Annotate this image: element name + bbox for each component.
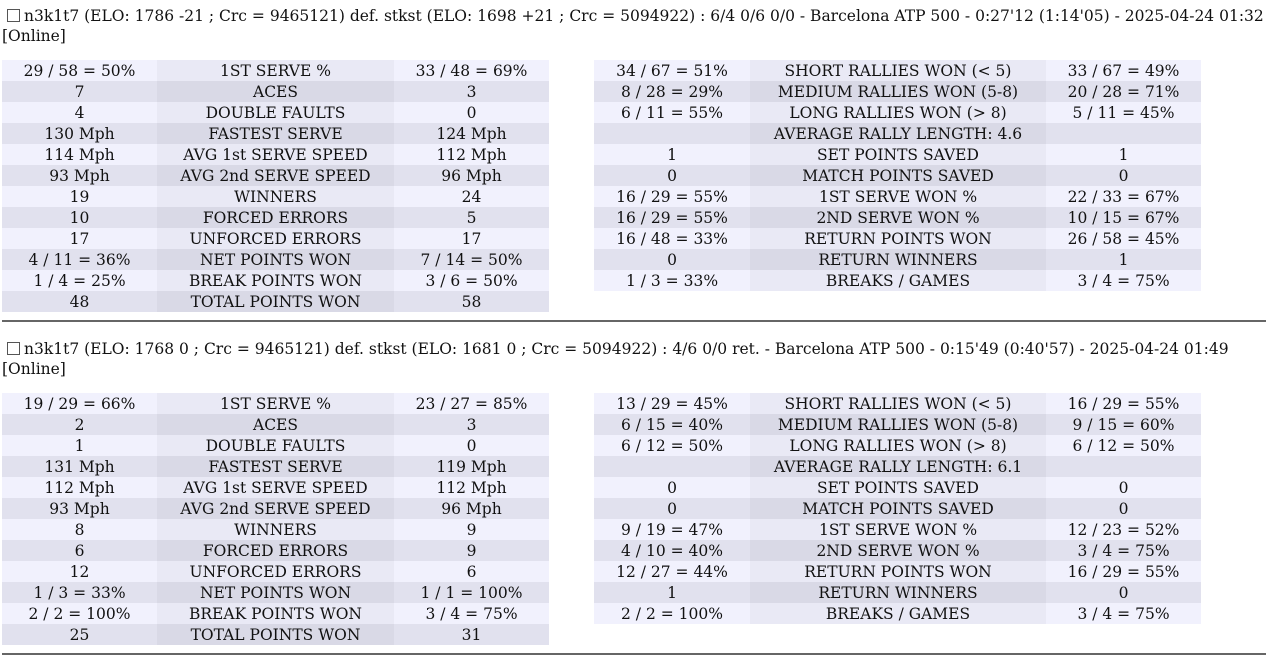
stat-name: LONG RALLIES WON (> 8): [750, 102, 1046, 123]
stat-name: BREAK POINTS WON: [157, 603, 394, 624]
stat-name: ACES: [157, 414, 394, 435]
stat-name: TOTAL POINTS WON: [157, 624, 394, 645]
stat-row: [2, 435, 549, 456]
stat-name: UNFORCED ERRORS: [157, 561, 394, 582]
player1-value: 1: [594, 144, 750, 165]
player2-value: 9: [394, 519, 549, 540]
stat-row: [594, 228, 1201, 249]
player2-value: 1: [1046, 249, 1201, 270]
player2-value: 3 / 4 = 75%: [1046, 603, 1201, 624]
stat-row: [2, 519, 549, 540]
player2-value: 0: [394, 435, 549, 456]
player1-value: 114 Mph: [2, 144, 157, 165]
serve-stats-body: [2, 393, 549, 645]
player1-value: 2 / 2 = 100%: [594, 603, 750, 624]
player1-value: 131 Mph: [2, 456, 157, 477]
stat-row: [2, 561, 549, 582]
player2-value: 16 / 29 = 55%: [1046, 561, 1201, 582]
serve-stats-body: [2, 60, 549, 312]
stat-row: [594, 81, 1201, 102]
player2-value: 0: [1046, 165, 1201, 186]
player2-value: [1046, 456, 1201, 477]
player1-value: 130 Mph: [2, 123, 157, 144]
stat-row: [594, 270, 1201, 291]
stat-name: UNFORCED ERRORS: [157, 228, 394, 249]
stat-row: [2, 228, 549, 249]
player1-value: 93 Mph: [2, 165, 157, 186]
player2-value: 31: [394, 624, 549, 645]
stat-row: [2, 186, 549, 207]
stat-row: [594, 540, 1201, 561]
stat-row: [594, 435, 1201, 456]
stat-row: [594, 477, 1201, 498]
player2-value: 24: [394, 186, 549, 207]
player2-value: 5 / 11 = 45%: [1046, 102, 1201, 123]
player2-value: 124 Mph: [394, 123, 549, 144]
stat-name: FASTEST SERVE: [157, 456, 394, 477]
stat-row: [2, 498, 549, 519]
stat-row: [594, 561, 1201, 582]
player1-value: 10: [2, 207, 157, 228]
player1-value: 1 / 3 = 33%: [594, 270, 750, 291]
player2-value: 22 / 33 = 67%: [1046, 186, 1201, 207]
stat-row: [594, 165, 1201, 186]
player2-value: 12 / 23 = 52%: [1046, 519, 1201, 540]
stat-row: [2, 477, 549, 498]
stat-row: [2, 207, 549, 228]
stat-row: [2, 414, 549, 435]
player1-value: 0: [594, 498, 750, 519]
stat-name: BREAKS / GAMES: [750, 603, 1046, 624]
player2-value: 119 Mph: [394, 456, 549, 477]
player1-value: 8 / 28 = 29%: [594, 81, 750, 102]
player1-value: 16 / 29 = 55%: [594, 186, 750, 207]
stat-row: [594, 456, 1201, 477]
player2-value: 33 / 67 = 49%: [1046, 60, 1201, 81]
player2-value: 3 / 4 = 75%: [1046, 270, 1201, 291]
stat-name: WINNERS: [157, 519, 394, 540]
match-header-text: n3k1t7 (ELO: 1768 0 ; Crc = 9465121) def. stkst (ELO: 1681 0 ; Crc = 5094922) : 4/6 0/0 ret. - Barcelona ATP 500 - 0:15'49 (0:40'57) - 2025-04-24 01:49 [Online]: [2, 340, 1229, 378]
player1-value: 6 / 12 = 50%: [594, 435, 750, 456]
player2-value: 96 Mph: [394, 498, 549, 519]
player2-value: 9 / 15 = 60%: [1046, 414, 1201, 435]
player1-value: 1 / 4 = 25%: [2, 270, 157, 291]
stat-name: ACES: [157, 81, 394, 102]
player1-value: 13 / 29 = 45%: [594, 393, 750, 414]
stat-row: [594, 393, 1201, 414]
stat-name: MATCH POINTS SAVED: [750, 498, 1046, 519]
player1-value: 93 Mph: [2, 498, 157, 519]
serve-stats-table: [2, 60, 549, 312]
player2-value: 0: [1046, 477, 1201, 498]
match-select-checkbox[interactable]: [7, 9, 20, 22]
player2-value: 9: [394, 540, 549, 561]
player2-value: 17: [394, 228, 549, 249]
player2-value: 3 / 4 = 75%: [394, 603, 549, 624]
stat-row: [594, 603, 1201, 624]
stat-name: WINNERS: [157, 186, 394, 207]
player2-value: 6 / 12 = 50%: [1046, 435, 1201, 456]
stat-name: AVG 2nd SERVE SPEED: [157, 165, 394, 186]
stat-name: FORCED ERRORS: [157, 540, 394, 561]
player1-value: 0: [594, 477, 750, 498]
player2-value: 3: [394, 414, 549, 435]
match-separator: [2, 320, 1266, 322]
stat-row: [2, 144, 549, 165]
player1-value: 9 / 19 = 47%: [594, 519, 750, 540]
stat-name: AVG 2nd SERVE SPEED: [157, 498, 394, 519]
stat-row: [594, 414, 1201, 435]
player2-value: 112 Mph: [394, 144, 549, 165]
stat-row: [594, 144, 1201, 165]
stat-row: [594, 123, 1201, 144]
stat-name: SHORT RALLIES WON (< 5): [750, 60, 1046, 81]
stat-row: [594, 498, 1201, 519]
player2-value: 112 Mph: [394, 477, 549, 498]
stat-name: BREAKS / GAMES: [750, 270, 1046, 291]
stat-row: [594, 249, 1201, 270]
stat-name: FORCED ERRORS: [157, 207, 394, 228]
stat-row: [2, 624, 549, 645]
stat-name: AVERAGE RALLY LENGTH: 6.1: [750, 456, 1046, 477]
player2-value: 0: [1046, 582, 1201, 603]
player1-value: 16 / 48 = 33%: [594, 228, 750, 249]
stat-name: RETURN POINTS WON: [750, 561, 1046, 582]
player1-value: 112 Mph: [2, 477, 157, 498]
match-header-text: n3k1t7 (ELO: 1786 -21 ; Crc = 9465121) def. stkst (ELO: 1698 +21 ; Crc = 5094922) : 6/4 0/6 0/0 - Barcelona ATP 500 - 0:27'12 (1:14'05) - 2025-04-24 01:32 [Online]: [2, 7, 1264, 45]
stat-name: DOUBLE FAULTS: [157, 435, 394, 456]
match-select-checkbox[interactable]: [7, 342, 20, 355]
player2-value: 10 / 15 = 67%: [1046, 207, 1201, 228]
player1-value: 0: [594, 165, 750, 186]
stat-name: LONG RALLIES WON (> 8): [750, 435, 1046, 456]
player2-value: [1046, 123, 1201, 144]
player1-value: 19: [2, 186, 157, 207]
player1-value: 1: [594, 582, 750, 603]
player2-value: 26 / 58 = 45%: [1046, 228, 1201, 249]
stat-row: [594, 207, 1201, 228]
player2-value: 3 / 4 = 75%: [1046, 540, 1201, 561]
stat-row: [2, 249, 549, 270]
stat-name: RETURN WINNERS: [750, 582, 1046, 603]
player1-value: 1 / 3 = 33%: [2, 582, 157, 603]
stat-name: SHORT RALLIES WON (< 5): [750, 393, 1046, 414]
stat-row: [594, 519, 1201, 540]
stat-row: [2, 270, 549, 291]
stat-row: [2, 123, 549, 144]
player2-value: 0: [1046, 498, 1201, 519]
stat-name: 2ND SERVE WON %: [750, 207, 1046, 228]
stat-row: [2, 102, 549, 123]
stat-name: SET POINTS SAVED: [750, 144, 1046, 165]
player2-value: 3 / 6 = 50%: [394, 270, 549, 291]
player1-value: 4 / 10 = 40%: [594, 540, 750, 561]
player2-value: 6: [394, 561, 549, 582]
stat-row: [594, 582, 1201, 603]
stat-name: BREAK POINTS WON: [157, 270, 394, 291]
player2-value: 20 / 28 = 71%: [1046, 81, 1201, 102]
stat-name: AVG 1st SERVE SPEED: [157, 477, 394, 498]
player1-value: 0: [594, 249, 750, 270]
player1-value: [594, 123, 750, 144]
stat-name: MEDIUM RALLIES WON (5-8): [750, 81, 1046, 102]
player2-value: 1 / 1 = 100%: [394, 582, 549, 603]
player1-value: 6 / 11 = 55%: [594, 102, 750, 123]
player2-value: 3: [394, 81, 549, 102]
player1-value: 4: [2, 102, 157, 123]
player1-value: 17: [2, 228, 157, 249]
stat-row: [2, 60, 549, 81]
stat-name: RETURN POINTS WON: [750, 228, 1046, 249]
stat-row: [594, 60, 1201, 81]
stat-row: [2, 165, 549, 186]
stat-row: [2, 540, 549, 561]
match-header: [2, 339, 1264, 379]
player1-value: 34 / 67 = 51%: [594, 60, 750, 81]
stat-name: FASTEST SERVE: [157, 123, 394, 144]
player1-value: [594, 456, 750, 477]
player1-value: 7: [2, 81, 157, 102]
stat-name: 1ST SERVE %: [157, 60, 394, 81]
stat-name: DOUBLE FAULTS: [157, 102, 394, 123]
stat-name: NET POINTS WON: [157, 249, 394, 270]
stat-name: AVERAGE RALLY LENGTH: 4.6: [750, 123, 1046, 144]
rally-stats-table: [594, 60, 1201, 291]
stat-name: MEDIUM RALLIES WON (5-8): [750, 414, 1046, 435]
stat-name: TOTAL POINTS WON: [157, 291, 394, 312]
stat-row: [2, 393, 549, 414]
player1-value: 2: [2, 414, 157, 435]
stat-name: SET POINTS SAVED: [750, 477, 1046, 498]
player2-value: 23 / 27 = 85%: [394, 393, 549, 414]
player1-value: 4 / 11 = 36%: [2, 249, 157, 270]
player1-value: 19 / 29 = 66%: [2, 393, 157, 414]
stat-name: 1ST SERVE WON %: [750, 519, 1046, 540]
rally-stats-table: [594, 393, 1201, 624]
stat-name: MATCH POINTS SAVED: [750, 165, 1046, 186]
stat-name: NET POINTS WON: [157, 582, 394, 603]
player2-value: 58: [394, 291, 549, 312]
stat-name: RETURN WINNERS: [750, 249, 1046, 270]
stat-row: [2, 456, 549, 477]
stat-row: [2, 81, 549, 102]
player2-value: 5: [394, 207, 549, 228]
stat-name: 1ST SERVE WON %: [750, 186, 1046, 207]
match-header: [2, 6, 1264, 46]
serve-stats-table: [2, 393, 549, 645]
player1-value: 12: [2, 561, 157, 582]
stat-name: AVG 1st SERVE SPEED: [157, 144, 394, 165]
player1-value: 48: [2, 291, 157, 312]
player2-value: 7 / 14 = 50%: [394, 249, 549, 270]
player1-value: 8: [2, 519, 157, 540]
player2-value: 0: [394, 102, 549, 123]
player2-value: 96 Mph: [394, 165, 549, 186]
stat-row: [2, 582, 549, 603]
stat-row: [2, 291, 549, 312]
player1-value: 29 / 58 = 50%: [2, 60, 157, 81]
player1-value: 6 / 15 = 40%: [594, 414, 750, 435]
player2-value: 33 / 48 = 69%: [394, 60, 549, 81]
player2-value: 16 / 29 = 55%: [1046, 393, 1201, 414]
player1-value: 1: [2, 435, 157, 456]
player2-value: 1: [1046, 144, 1201, 165]
player1-value: 12 / 27 = 44%: [594, 561, 750, 582]
player1-value: 2 / 2 = 100%: [2, 603, 157, 624]
stat-row: [2, 603, 549, 624]
player1-value: 6: [2, 540, 157, 561]
stat-name: 1ST SERVE %: [157, 393, 394, 414]
player1-value: 25: [2, 624, 157, 645]
stat-row: [594, 102, 1201, 123]
stat-name: 2ND SERVE WON %: [750, 540, 1046, 561]
rally-stats-body: [594, 393, 1201, 624]
stat-row: [594, 186, 1201, 207]
rally-stats-body: [594, 60, 1201, 291]
player1-value: 16 / 29 = 55%: [594, 207, 750, 228]
